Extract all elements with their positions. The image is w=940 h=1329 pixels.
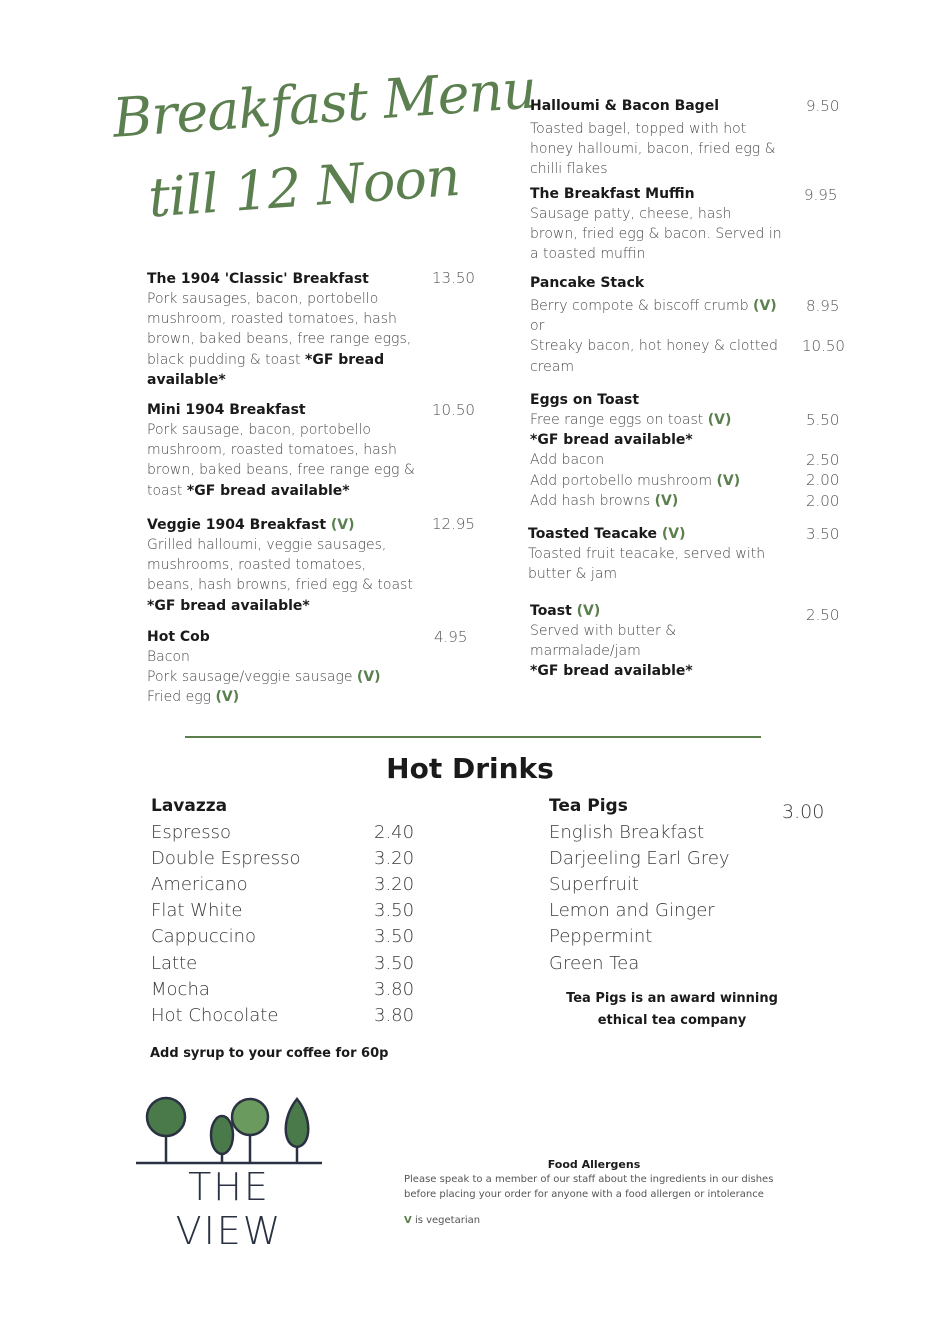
- item-name: Pancake Stack: [530, 275, 645, 291]
- menu-item-mini-breakfast: [147, 400, 417, 501]
- tea-pigs-note: [540, 988, 804, 1032]
- item-desc-text: Grilled halloumi, veggie sausages, mushrooms, roasted tomatoes, beans, hash browns, fried egg & toast: [147, 537, 413, 594]
- or-separator: or: [530, 318, 545, 335]
- item-price: 8.95: [806, 297, 840, 315]
- vegetarian-badge: (V): [215, 689, 240, 706]
- allergens-title: Food Allergens: [547, 1158, 641, 1171]
- item-price: 9.95: [804, 186, 838, 204]
- vegetarian-badge: (V): [753, 298, 777, 314]
- lavazza-drink-name: Espresso: [151, 822, 232, 843]
- lavazza-drink-name: Americano: [151, 874, 248, 896]
- menu-item-pancake-stack: [530, 273, 780, 377]
- gf-note: *GF bread available*: [147, 351, 385, 388]
- lavazza-drink-price: 3.50: [374, 952, 415, 974]
- lavazza-drink-price: 3.50: [374, 926, 415, 948]
- item-description: [147, 289, 417, 390]
- addon-hash-browns: [530, 491, 790, 511]
- lavazza-drink-price: 3.20: [374, 848, 415, 870]
- item-description: Sausage patty, cheese, hash brown, fried egg & bacon. Served in a toasted muffin: [530, 206, 782, 263]
- item-description: [147, 420, 417, 501]
- eggs-base: [530, 410, 790, 430]
- item-price: 2.50: [806, 451, 840, 469]
- item-name-text: Veggie 1904 Breakfast: [147, 517, 327, 533]
- item-name-text: Toast: [530, 603, 572, 619]
- allergens-text-1: Please speak to a member of our staff about the ingredients in our dishes: [404, 1174, 774, 1185]
- vegetarian-badge: (V): [654, 492, 679, 509]
- menu-title-line-1: Breakfast Menu: [110, 57, 538, 150]
- tea-name: English Breakfast: [549, 822, 705, 843]
- option-text: Free range eggs on toast: [530, 412, 704, 428]
- allergen-info: [404, 1157, 784, 1202]
- item-price: 2.00: [806, 471, 840, 489]
- item-price: 4.95: [434, 628, 468, 646]
- item-price: 9.50: [806, 97, 840, 115]
- item-price: 10.50: [432, 401, 475, 419]
- option-text: Berry compote & biscoff crumb: [530, 298, 749, 314]
- item-name: Halloumi & Bacon Bagel: [530, 98, 719, 114]
- tea-name: Darjeeling Earl Grey: [549, 848, 730, 870]
- menu-item-classic-breakfast: [147, 269, 417, 390]
- menu-item-breakfast-muffin: [530, 184, 782, 265]
- lavazza-drink-name: Cappuccino: [151, 926, 257, 948]
- tree-icon: [147, 1098, 185, 1163]
- item-price: 13.50: [432, 269, 475, 287]
- vegetarian-key: [404, 1215, 480, 1226]
- item-name: Hot Cob: [147, 629, 210, 645]
- pancake-option-bacon: Streaky bacon, hot honey & clotted cream: [530, 338, 778, 375]
- lavazza-drink-name: Double Espresso: [151, 848, 301, 870]
- tree-icon: [286, 1099, 309, 1163]
- vegetarian-badge: (V): [356, 669, 381, 686]
- gf-note: *GF bread available*: [147, 597, 310, 614]
- menu-item-veggie-breakfast: [147, 515, 417, 616]
- menu-item-toasted-teacake: [528, 524, 778, 584]
- item-description: [147, 535, 417, 616]
- tea-name: Peppermint: [549, 926, 653, 948]
- vegetarian-badge: (V): [716, 472, 741, 489]
- item-desc-text: Pork sausages, bacon, portobello mushroom, roasted tomatoes, hash brown, baked beans, free range eggs, black pudding & toast: [147, 291, 412, 368]
- vegetarian-badge: (V): [707, 412, 732, 428]
- item-desc-text: Pork sausage, bacon, portobello mushroom, roasted tomatoes, hash brown, baked beans, free range egg & toast: [147, 422, 415, 499]
- menu-title: [110, 53, 538, 242]
- item-description: Toasted bagel, topped with hot honey halloumi, bacon, fried egg & chilli flakes: [530, 121, 776, 178]
- item-price: 2.50: [806, 606, 840, 624]
- tree-icon: [211, 1116, 233, 1163]
- vegetarian-badge: (V): [576, 603, 601, 619]
- menu-item-halloumi-bagel: [530, 96, 780, 180]
- lavazza-drink-name: Hot Chocolate: [151, 1004, 279, 1026]
- menu-title-line-2: till 12 Noon: [146, 144, 462, 230]
- cob-option-sausage: [147, 667, 417, 687]
- cob-option-egg: [147, 687, 417, 707]
- item-description: Served with butter & marmalade/jam: [530, 623, 677, 660]
- logo-text: THE VIEW: [175, 1165, 283, 1253]
- lavazza-drink-name: Latte: [151, 952, 198, 974]
- tea-name: Green Tea: [549, 952, 640, 974]
- item-description: Toasted fruit teacake, served with butter & jam: [528, 546, 766, 583]
- item-price: 2.00: [806, 492, 840, 510]
- tree-icon: [232, 1099, 268, 1163]
- tea-name: Lemon and Ginger: [549, 900, 715, 922]
- item-price: 3.50: [806, 525, 840, 543]
- item-name: [530, 601, 790, 621]
- veg-key-symbol: V: [404, 1215, 412, 1226]
- option-text: Add portobello mushroom: [530, 472, 713, 489]
- hot-drinks-title: Hot Drinks: [386, 752, 554, 785]
- lavazza-drink-price: 3.50: [374, 900, 415, 922]
- addon-mushroom: [530, 471, 790, 491]
- item-name: [528, 524, 778, 544]
- pancake-option-berry: [530, 296, 780, 316]
- vegetarian-badge: (V): [330, 517, 355, 533]
- syrup-note: Add syrup to your coffee for 60p: [150, 1046, 389, 1061]
- section-divider: [185, 736, 761, 738]
- item-name: Mini 1904 Breakfast: [147, 402, 306, 418]
- item-price: 5.50: [806, 411, 840, 429]
- cob-option-bacon: Bacon: [147, 649, 190, 665]
- gf-note: *GF bread available*: [186, 482, 350, 499]
- tea-price: 3.00: [782, 801, 825, 823]
- gf-note: *GF bread available*: [530, 663, 693, 680]
- menu-item-toast: [530, 601, 790, 682]
- item-name: Eggs on Toast: [530, 392, 640, 408]
- tea-note-line-2: ethical tea company: [597, 1013, 747, 1028]
- item-price: 10.50: [802, 337, 845, 355]
- menu-item-eggs-on-toast: [530, 390, 790, 511]
- lavazza-drink-price: 2.40: [374, 822, 415, 843]
- lavazza-drink-name: Mocha: [151, 978, 210, 1000]
- addon-bacon: Add bacon: [530, 452, 605, 469]
- item-name: [147, 515, 417, 535]
- tea-pigs-heading: Tea Pigs: [549, 796, 628, 816]
- cob-option-text: Fried egg: [147, 689, 212, 706]
- item-name: The 1904 'Classic' Breakfast: [147, 271, 369, 287]
- lavazza-drink-price: 3.80: [374, 1004, 415, 1026]
- cob-option-text: Pork sausage/veggie sausage: [147, 669, 353, 686]
- allergens-text-2: before placing your order for anyone with a food allergen or intolerance: [404, 1189, 764, 1200]
- item-name-text: Toasted Teacake: [528, 526, 657, 542]
- menu-item-hot-cob: [147, 627, 417, 708]
- tea-name: Superfruit: [549, 874, 639, 896]
- veg-key-text: is vegetarian: [414, 1215, 481, 1226]
- option-text: Add hash browns: [530, 492, 651, 509]
- lavazza-drink-name: Flat White: [151, 900, 243, 922]
- lavazza-drink-price: 3.80: [374, 978, 415, 1000]
- lavazza-drink-price: 3.20: [374, 874, 415, 896]
- tea-note-line-1: Tea Pigs is an award winning: [566, 991, 778, 1006]
- item-name: The Breakfast Muffin: [530, 186, 695, 202]
- gf-note: *GF bread available*: [530, 432, 693, 449]
- item-price: 12.95: [432, 515, 475, 533]
- vegetarian-badge: (V): [661, 526, 686, 542]
- lavazza-heading: Lavazza: [151, 796, 228, 816]
